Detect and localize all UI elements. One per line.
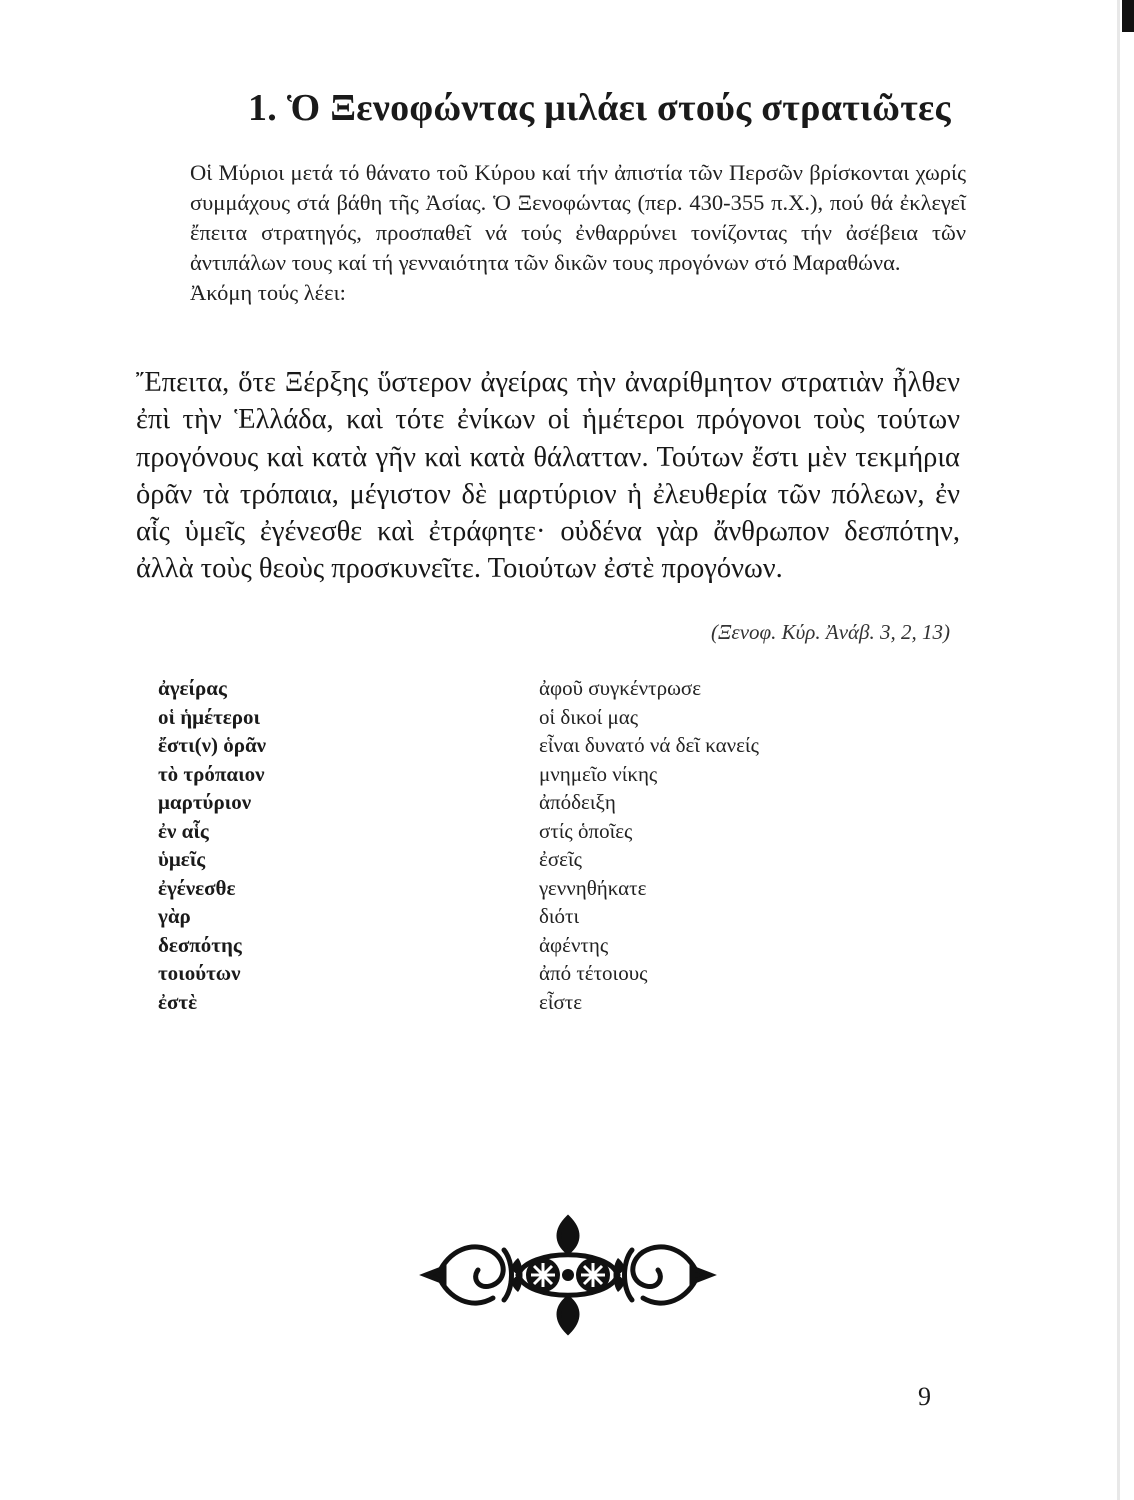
- scan-edge-mark: [1122, 0, 1134, 32]
- glossary-definition: εἶναι δυνατό νά δεῖ κανείς: [539, 733, 759, 757]
- glossary-row: [158, 990, 878, 1019]
- glossary-definition: ἀπό τέτοιους: [539, 961, 648, 985]
- ornament-icon: [418, 1210, 718, 1340]
- glossary-definition: διότι: [539, 904, 580, 928]
- glossary-definition: ἀφοῦ συγκέντρωσε: [539, 676, 702, 700]
- glossary-term: ἔστι(ν) ὁρᾶν: [158, 733, 267, 757]
- source-citation: (Ξενοφ. Κύρ. Ἀνάβ. 3, 2, 13): [711, 620, 950, 644]
- glossary-row: [158, 876, 878, 905]
- glossary-row: [158, 705, 878, 734]
- glossary-term: οἱ ἡμέτεροι: [158, 704, 260, 729]
- glossary-definition: γεννηθήκατε: [539, 875, 647, 900]
- glossary-row: [158, 961, 878, 990]
- glossary-term: ἐν αἷς: [158, 818, 209, 843]
- glossary-term: γὰρ: [158, 904, 191, 928]
- intro-text: Οἱ Μύριοι μετά τό θάνατο τοῦ Κύρου καί τήν ἀπιστία τῶν Περσῶν βρίσκονται χωρίς συμμάχους στά βάθη τῆς Ἀσίας. Ὁ Ξενοφώντας (περ. 430-355 π.Χ.), πού θά ἐκλεγεῖ ἔπειτα στρατηγός, προσπαθεῖ νά τούς ἐνθαρρύνει τονίζοντας τήν ἀσέβεια τῶν ἀντιπάλων τους καί τή γενναιότητα τῶν δικῶν τους προγόνων στό Μαραθώνα.: [190, 160, 966, 275]
- glossary-definition: στίς ὁποῖες: [539, 818, 633, 843]
- glossary-term: ἀγείρας: [158, 676, 227, 700]
- glossary-definition: μνημεῖο νίκης: [539, 761, 658, 786]
- glossary-row: [158, 733, 878, 762]
- glossary-term: τοιούτων: [158, 961, 241, 985]
- glossary-term: ἐγένεσθε: [158, 875, 236, 900]
- glossary-row: [158, 904, 878, 933]
- glossary-definition: ἐσεῖς: [539, 847, 582, 871]
- glossary-list: [158, 676, 878, 1018]
- glossary-row: [158, 933, 878, 962]
- intro-paragraph: [190, 158, 966, 308]
- glossary-row: [158, 847, 878, 876]
- glossary-definition: εἶστε: [539, 989, 583, 1014]
- page-number: 9: [918, 1382, 931, 1411]
- chapter-title: 1. Ὁ Ξενοφώντας μιλάει στούς στρατιῶτες: [248, 87, 951, 129]
- glossary-term: μαρτύριον: [158, 790, 252, 814]
- glossary-row: [158, 790, 878, 819]
- intro-closing: Ἀκόμη τούς λέει:: [190, 280, 346, 305]
- glossary-term: δεσπότης: [158, 932, 242, 957]
- glossary-row: [158, 819, 878, 848]
- glossary-definition: οἱ δικοί μας: [539, 704, 639, 729]
- glossary-term: τὸ τρόπαιον: [158, 761, 265, 786]
- scan-edge-shadow: [1117, 0, 1120, 1500]
- glossary-term: ὑμεῖς: [158, 847, 206, 871]
- ancient-greek-passage: Ἔπειτα, ὅτε Ξέρξης ὕστερον ἀγείρας τὴν ἀναρίθμητον στρατιὰν ἦλθεν ἐπὶ τὴν Ἑλλάδα, καὶ τότε ἐνίκων οἱ ἡμέτεροι πρόγονοι τοὺς τούτων προγόνους καὶ κατὰ γῆν καὶ κατὰ θάλατταν. Τούτων ἔστι μὲν τεκμήρια ὁρᾶν τὰ τρόπαια, μέγιστον δὲ μαρτύριον ἡ ἐλευθερία τῶν πόλεων, ἐν αἷς ὑμεῖς ἐγένεσθε καὶ ἐτράφητε· οὐδένα γὰρ ἄνθρωπον δεσπότην, ἀλλὰ τοὺς θεοὺς προσκυνεῖτε. Τοιούτων ἐστὲ προγόνων.: [136, 367, 960, 585]
- glossary-definition: ἀφέντης: [539, 932, 609, 957]
- glossary-row: [158, 676, 878, 705]
- glossary-definition: ἀπόδειξη: [539, 790, 616, 814]
- glossary-row: [158, 762, 878, 791]
- glossary-term: ἐστὲ: [158, 989, 198, 1014]
